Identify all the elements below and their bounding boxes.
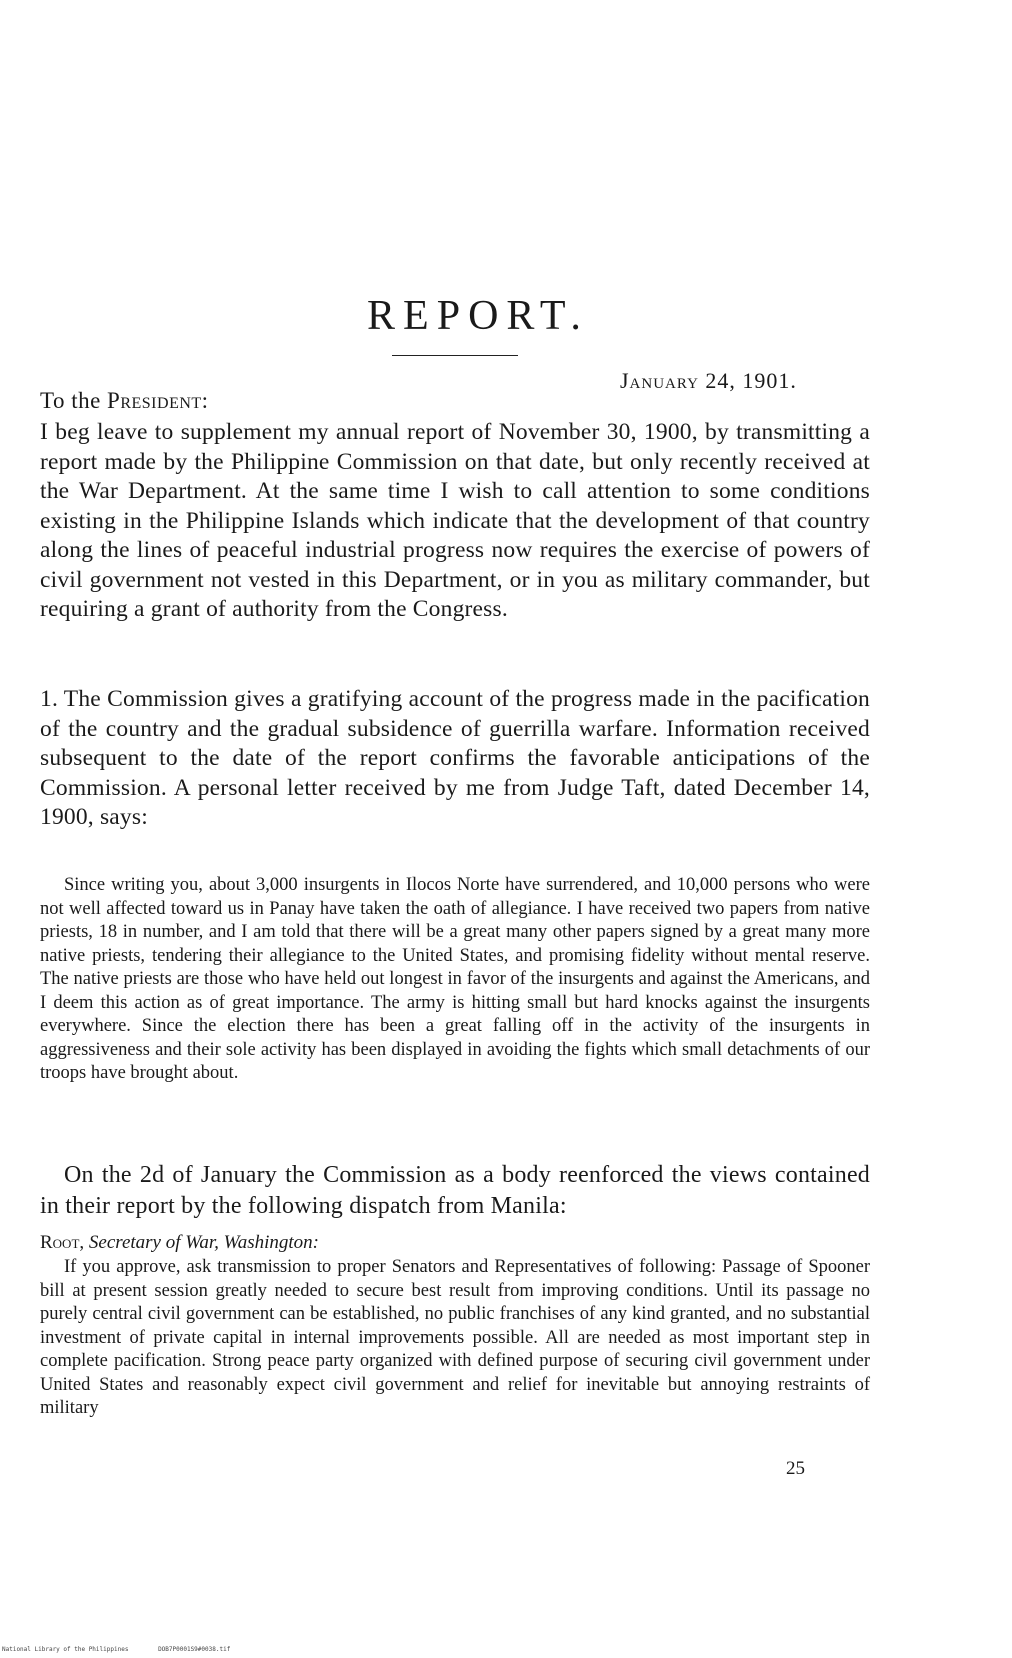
opening-paragraph: I beg leave to supplement my annual report of November 30, 1900, by transmitting a report made by the Philippine Commission on that date, but only recently received at the War Department. At the same time I wish to call attention to some conditions existing in the Philippine Islands which indicate that the development of that country along the lines of peaceful industrial progress now requires the exercise of powers of civil government not vested in this Department, or in you as military commander, but requiring a grant of authority from the Congress. — [40, 419, 870, 622]
footer-file-id: DOB7P0001S9#0038.tif — [158, 1646, 231, 1653]
dispatch-addressee-title: Secretary of War, Washington: — [88, 1232, 319, 1253]
taft-letter-quote: Since writing you, about 3,000 insurgents in Ilocos Norte have surrendered, and 10,000 persons who were not well affected toward us in Panay have taken the oath of allegiance. I have received two papers from native priests, 18 in number, and I am told that there will be a great many other papers signed by a great many more native priests, tendering their allegiance to the United States, and promising fidelity without mental reserve. The native priests are those who have held out longest in favor of the insurgents and against the Americans, and I deem this action as of great importance. The army is hitting small but hard knocks against the insurgents everywhere. Since the election there has been a great falling off in the activity of the insurgents in aggressiveness and their sole activity has been displayed in avoiding the fights which small detachments of our troops have brought about. — [40, 875, 870, 1083]
report-title: REPORT. — [367, 293, 589, 339]
title-divider — [392, 355, 518, 356]
page-number: 25 — [786, 1458, 805, 1479]
point-one-paragraph: 1. The Commission gives a gratifying account of the progress made in the pacification of the country and the gradual subsidence of guerrilla warfare. Information received subsequent to the date of the report confirms the favorable anticipations of the Commission. A personal letter received by me from Judge Taft, dated December 14, 1900, says: — [40, 686, 870, 830]
dispatch-addressee-name: Root, — [40, 1232, 85, 1253]
scan-footer — [2, 1646, 230, 1653]
salutation — [40, 388, 209, 414]
dateline: January 24, 1901. — [620, 368, 797, 393]
dispatch-quote: If you approve, ask transmission to proper Senators and Representatives of following: Passage of Spooner bill at present session greatly needed to secure best result from improving conditions. Until its passage no purely central civil government can be established, no public franchises of any kind granted, and no substantial investment of private capital in internal improvements possible. All are needed as most important step in complete pacification. Strong peace party organized with defined purpose of securing civil government under United States and reasonably expect civil government and relief for inevitable but annoying restraints of military — [40, 1257, 870, 1418]
dispatch-addressee — [40, 1232, 319, 1254]
footer-library: National Library of the Philippines — [2, 1646, 129, 1653]
salutation-prefix: To the — [40, 388, 101, 413]
salutation-name: President: — [107, 388, 209, 413]
dispatch-intro-paragraph: On the 2d of January the Commission as a body reenforced the views contained in their report by the following dispatch from Manila: — [40, 1162, 870, 1219]
